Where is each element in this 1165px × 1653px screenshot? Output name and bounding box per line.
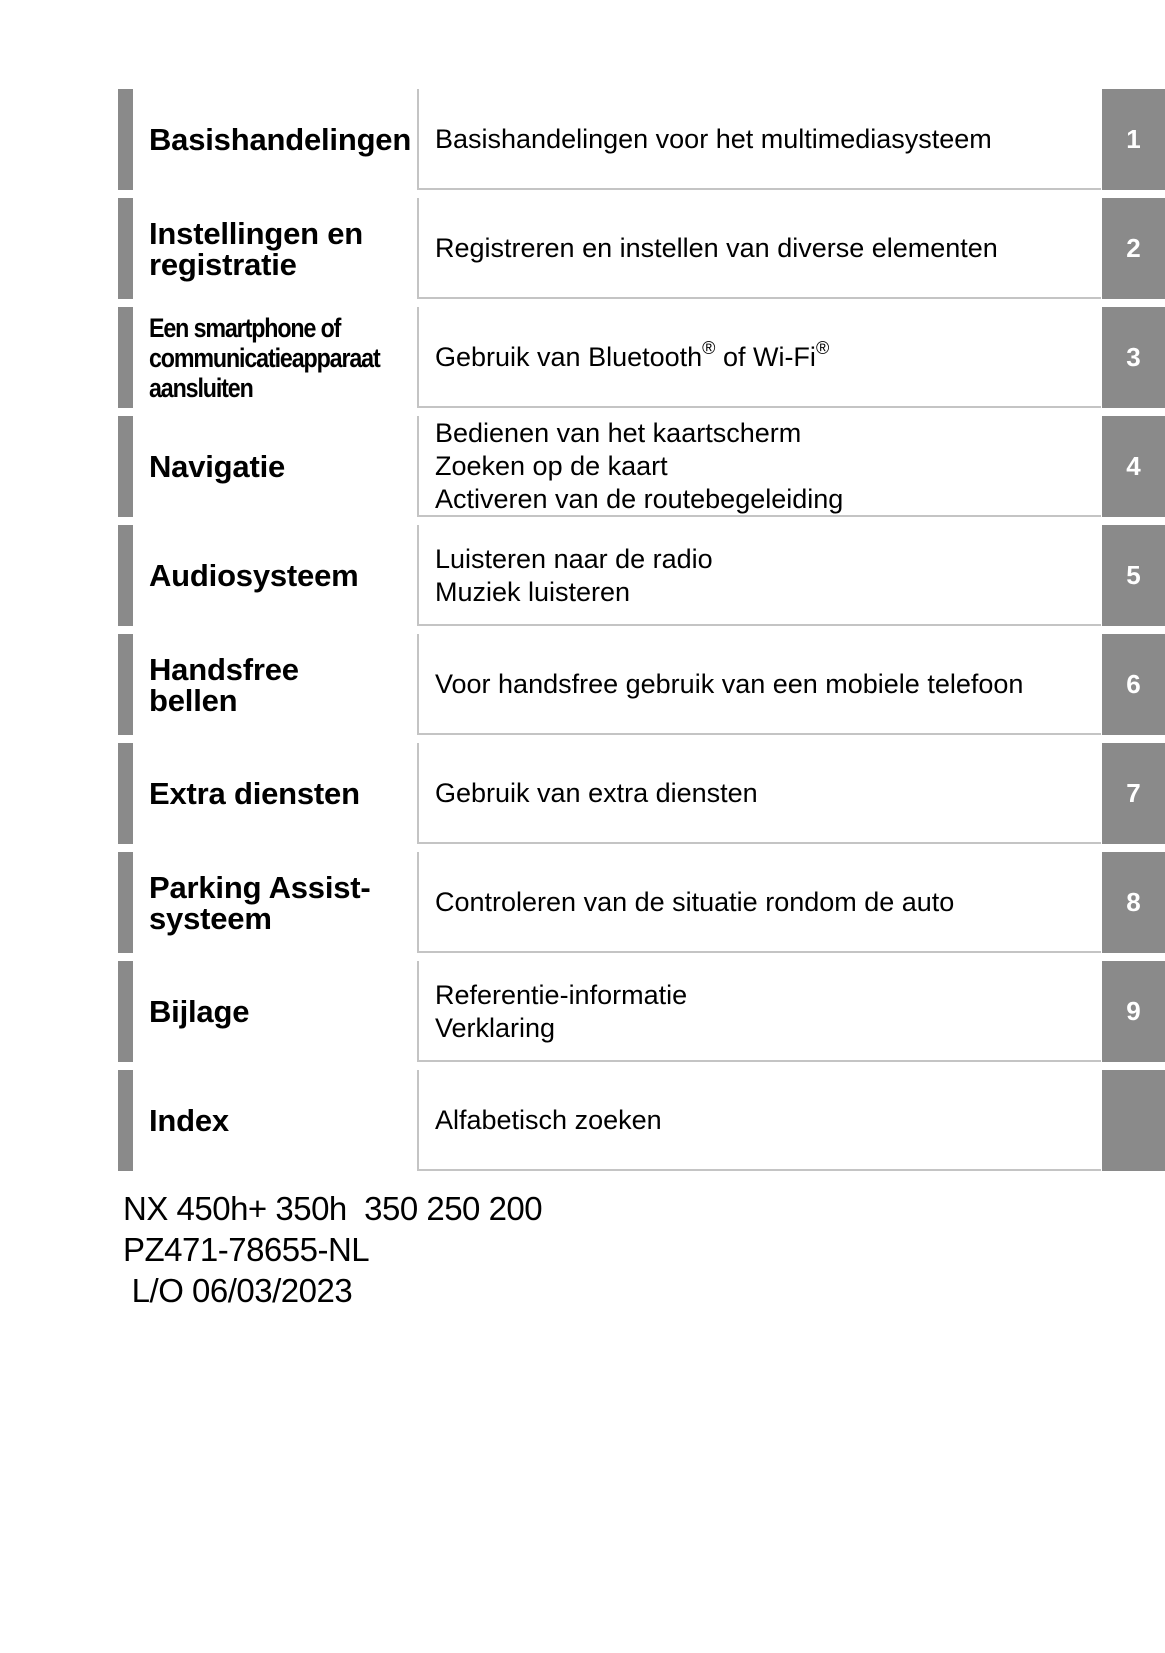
toc-row-9[interactable] (118, 961, 1165, 1062)
chapter-title[interactable]: Parking Assist- systeem (149, 869, 371, 936)
row-accent-bar (118, 634, 133, 735)
chapter-tab[interactable] (1102, 1070, 1165, 1171)
description-line[interactable]: Muziek luisteren (435, 576, 631, 607)
chapter-tab[interactable]: 8 (1102, 852, 1165, 953)
column-divider (417, 525, 419, 626)
description-line[interactable]: Bedienen van het kaartscherm (435, 418, 802, 448)
toc-row-5[interactable] (118, 525, 1165, 626)
chapter-title[interactable]: Audiosysteem (149, 558, 359, 593)
column-divider (417, 1070, 419, 1171)
toc-row-index[interactable] (118, 1070, 1165, 1171)
column-divider (417, 307, 419, 408)
toc-row-6[interactable] (118, 634, 1165, 735)
row-accent-bar (118, 525, 133, 626)
toc-row-8[interactable] (118, 852, 1165, 953)
chapter-title[interactable]: Basishandelingen (149, 122, 412, 157)
layout-date: L/O 06/03/2023 (123, 1272, 353, 1309)
chapter-tab[interactable]: 7 (1102, 743, 1165, 844)
description-line[interactable]: Controleren van de situatie rondom de auto (435, 887, 955, 917)
chapter-description (435, 852, 1095, 953)
row-accent-bar (118, 416, 133, 517)
description-line[interactable]: Gebruik van Bluetooth® of Wi-Fi® (435, 338, 830, 372)
chapter-title[interactable]: Navigatie (149, 449, 286, 484)
row-accent-bar (118, 89, 133, 190)
column-divider (417, 198, 419, 299)
row-accent-bar (118, 743, 133, 844)
column-divider (417, 852, 419, 953)
chapter-tab[interactable]: 5 (1102, 525, 1165, 626)
model-list: NX 450h+ 350h 350 250 200 (123, 1190, 543, 1227)
chapter-title[interactable]: Index (149, 1103, 229, 1138)
part-number: PZ471-78655-NL (123, 1231, 370, 1268)
document-footer (123, 1188, 542, 1311)
description-line[interactable]: Registreren en instellen van diverse elementen (435, 233, 998, 263)
chapter-title[interactable]: Een smartphone of communicatieapparaat aansluiten (149, 312, 380, 403)
chapter-title[interactable]: Extra diensten (149, 776, 360, 811)
description-line[interactable]: Gebruik van extra diensten (435, 778, 758, 808)
chapter-tab[interactable]: 2 (1102, 198, 1165, 299)
toc-row-7[interactable] (118, 743, 1165, 844)
row-accent-bar (118, 198, 133, 299)
column-divider (417, 634, 419, 735)
description-line[interactable]: Luisteren naar de radio (435, 543, 713, 574)
chapter-description (435, 307, 1095, 408)
description-line[interactable]: Verklaring (435, 1012, 556, 1043)
chapter-description (435, 961, 1095, 1062)
row-accent-bar (118, 307, 133, 408)
description-line[interactable]: Voor handsfree gebruik van een mobiele telefoon (435, 669, 1024, 699)
chapter-tab[interactable]: 1 (1102, 89, 1165, 190)
chapter-tab[interactable]: 4 (1102, 416, 1165, 517)
chapter-title[interactable]: Handsfree bellen (149, 651, 299, 718)
column-divider (417, 416, 419, 517)
chapter-tab[interactable]: 3 (1102, 307, 1165, 408)
chapter-title[interactable]: Instellingen en registratie (149, 215, 364, 282)
chapter-title[interactable]: Bijlage (149, 994, 250, 1029)
description-line[interactable]: Basishandelingen voor het multimediasysteem (435, 124, 992, 154)
row-accent-bar (118, 1070, 133, 1171)
row-accent-bar (118, 852, 133, 953)
description-line[interactable]: Alfabetisch zoeken (435, 1105, 662, 1135)
description-line[interactable]: Zoeken op de kaart (435, 451, 668, 481)
toc-row-4[interactable] (118, 416, 1165, 517)
chapter-description (435, 525, 1095, 626)
description-line[interactable]: Activeren van de routebegeleiding (435, 484, 844, 514)
column-divider (417, 743, 419, 844)
chapter-description (435, 1070, 1095, 1171)
chapter-description (435, 634, 1095, 735)
chapter-description (435, 743, 1095, 844)
description-line[interactable]: Referentie-informatie (435, 979, 688, 1010)
row-accent-bar (118, 961, 133, 1062)
chapter-description (435, 198, 1095, 299)
table-of-contents (118, 89, 1165, 1171)
chapter-description (435, 416, 1095, 517)
toc-row-3[interactable] (118, 307, 1165, 408)
toc-row-1[interactable] (118, 89, 1165, 190)
column-divider (417, 89, 419, 190)
column-divider (417, 961, 419, 1062)
chapter-tab[interactable]: 6 (1102, 634, 1165, 735)
chapter-tab[interactable]: 9 (1102, 961, 1165, 1062)
chapter-description (435, 89, 1095, 190)
toc-row-2[interactable] (118, 198, 1165, 299)
